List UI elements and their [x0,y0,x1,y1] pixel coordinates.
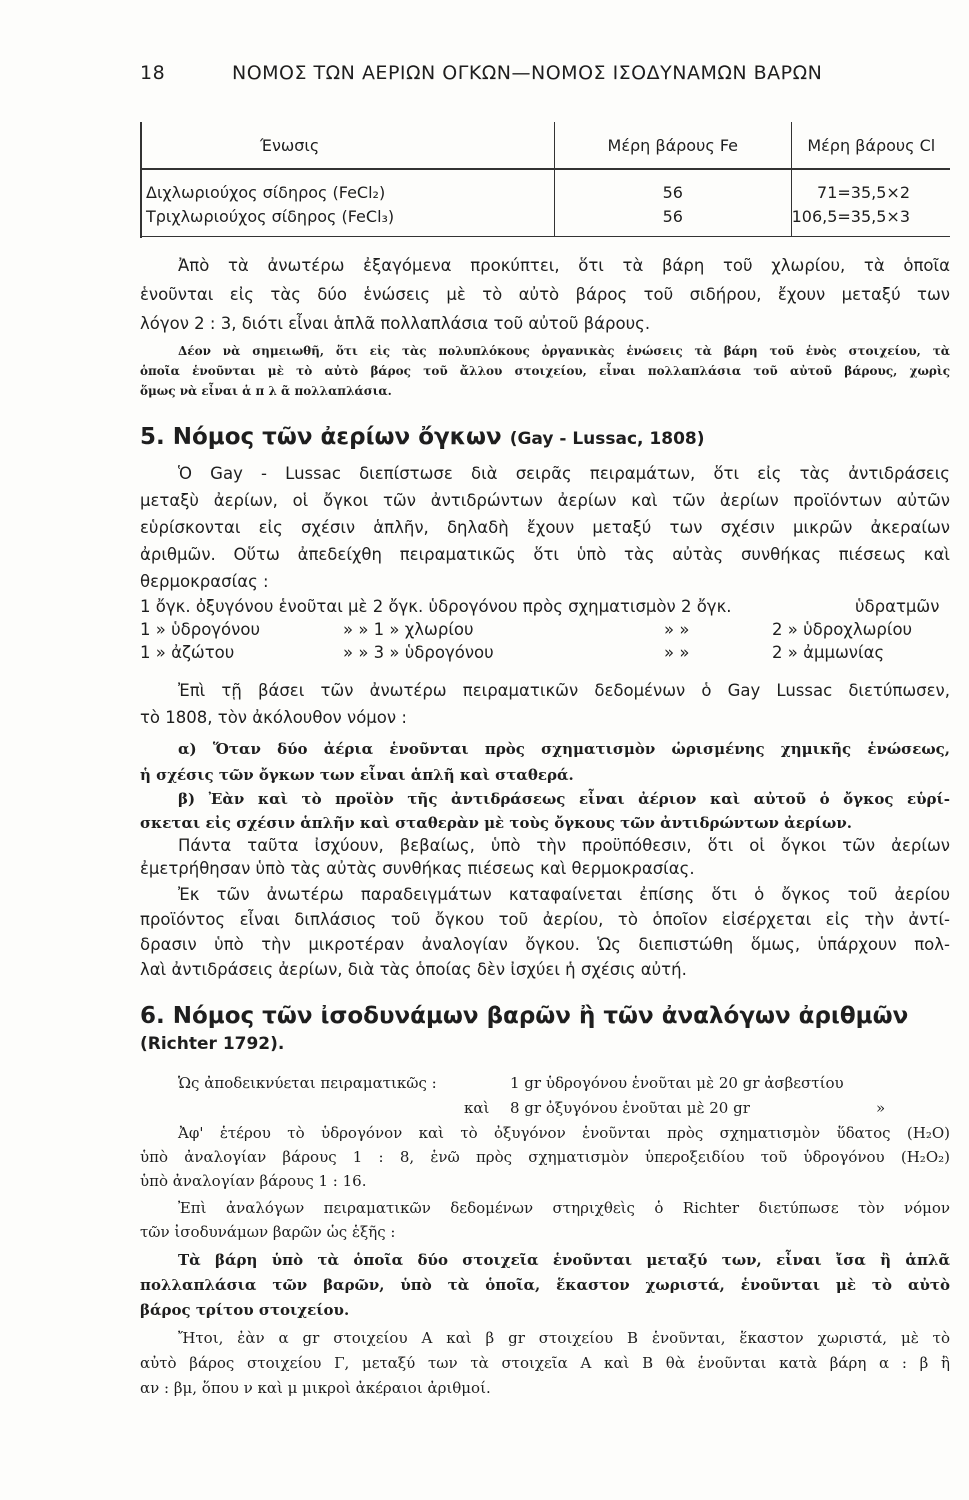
law-line: πολλαπλάσια τῶν βαρῶν, ὑπὸ τὰ ὁποῖα, ἕκαστον χωριστά, ἑνοῦνται μὲ τὸ αὐτὸ [140,1276,950,1294]
text-line: ὑπὸ ἀναλογίαν βάρους 1 : 8, ἑνῶ πρὸς σχηματισμὸν ὑπεροξειδίου τοῦ ὑδρογόνου (H₂O₂) [140,1148,950,1166]
equation-ditto: » [876,1099,886,1117]
text-line: Ἐπὶ ἀναλόγων πειραματικῶν δεδομένων στηριχθεὶς ὁ Richter διετύπωσε τὸν νόμον [178,1199,950,1217]
law-line: β) Ἐὰν καὶ τὸ προϊὸν τῆς ἀντιδράσεως εἶναι ἀέριον καὶ αὐτοῦ ὁ ὄγκος εὑρί- [178,790,950,808]
text-line: τῶν ἰσοδυνάμων βαρῶν ὡς ἑξῆς : [140,1223,396,1241]
section-attribution: (Gay - Lussac, 1808) [509,429,705,449]
text-line: τὸ 1808, τὸν ἀκόλουθον νόμον : [140,708,407,727]
text-line: λόγον 2 : 3, διότι εἶναι ἁπλᾶ πολλαπλάσια τοῦ αὐτοῦ βάρους. [140,314,651,333]
text-line: αν : βμ, ὅπου ν καὶ μ μικροὶ ἀκέραιοι ἀριθμοί. [140,1379,491,1397]
text-line: θερμοκρασίας : [140,572,269,591]
law-line: ἡ σχέσις τῶν ὄγκων των εἶναι ἁπλῆ καὶ σταθερά. [140,766,574,784]
law-line: βάρος τρίτου στοιχείου. [140,1301,350,1319]
text-line: αὐτὸ βάρος στοιχείου Γ, μεταξύ των τὰ στοιχεῖα Α καὶ Β θὰ ἑνοῦνται κατὰ βάρη α : β ἢ [140,1354,950,1372]
law-line: σκεται εἰς σχέσιν ἁπλῆν καὶ σταθερὰν μὲ τοὺς ὄγκους τῶν ἀντιδρώντων ἀερίων. [140,814,852,832]
table-cell: Τριχλωριούχος σίδηρος (FeCl₃) [140,204,554,237]
table-header-row [140,122,950,169]
text-line: μεταξὺ ἀερίων, οἱ ὄγκοι τῶν ἀντιδρώντων ἀερίων καὶ τῶν ἀερίων προϊόντων αὐτῶν [140,491,950,510]
law-line: α) Ὅταν δύο ἀέρια ἑνοῦνται πρὸς σχηματισμὸν ὡρισμένης χημικῆς ἑνώσεως, [178,740,950,758]
text-line: Ἤτοι, ἐὰν α gr στοιχείου Α καὶ β gr στοιχείου Β ἑνοῦνται, ἕκαστον χωριστά, μὲ τὸ [178,1329,950,1347]
text-line: ἀριθμῶν. Οὕτω ἀπεδείχθη πειραματικῶς ὅτι ὑπὸ τὰς αὐτὰς συνθήκας πιέσεως καὶ [140,545,950,564]
text-line: δρασιν ὑπὸ τὴν μικροτέραν ἀναλογίαν ὄγκου. Ὡς διεπιστώθη ὅμως, ὑπάρχουν πολ- [140,935,950,954]
running-title: ΝΟΜΟΣ ΤΩΝ ΑΕΡΙΩΝ ΟΓΚΩΝ—ΝΟΜΟΣ ΙΣΟΔΥΝΑΜΩΝ ΒΑΡΩΝ [232,62,823,84]
equation-conj: καὶ [464,1099,490,1117]
text-line: Ἐκ τῶν ἀνωτέρω παραδειγμάτων καταφαίνεται ἐπίσης ὅτι ὁ ὄγκος τοῦ ἀερίου [178,885,950,904]
table-cell: 56 [554,169,791,204]
page-number: 18 [140,62,166,84]
example-reactant: 1 » ὑδρογόνου [140,620,261,639]
equation-line: 8 gr ὀξυγόνου ἑνοῦται μὲ 20 gr [510,1099,750,1117]
example-reactant: » » 3 » ὑδρογόνου [343,643,494,662]
example-product: ὑδρατμῶν [855,597,940,616]
example-ditto: » » [664,620,690,639]
section-title: 5. Νόμος τῶν ἀερίων ὄγκων [140,424,502,450]
law-line: Τὰ βάρη ὑπὸ τὰ ὁποῖα δύο στοιχεῖα ἑνοῦνται μεταξύ των, εἶναι ἴσα ἢ ἁπλᾶ [178,1251,950,1269]
example-reactant: 1 » ἀζώτου [140,643,235,662]
text-line: Ὁ Gay - Lussac διεπίστωσε διὰ σειρᾶς πειραμάτων, ὅτι εἰς τὰς ἀντιδράσεις [178,464,950,483]
section-attribution: (Richter 1792). [140,1034,285,1054]
example-line: 1 ὄγκ. ὀξυγόνου ἑνοῦται μὲ 2 ὄγκ. ὑδρογόνου πρὸς σχηματισμὸν 2 ὄγκ. [140,597,732,616]
equation-line: 1 gr ὑδρογόνου ἑνοῦται μὲ 20 gr ἀσβεστίου [510,1074,844,1092]
table-cell: 71=35,5×2 [817,182,910,202]
text-line: Πάντα ταῦτα ἰσχύουν, βεβαίως, ὑπὸ τὴν προϋπόθεσιν, ὅτι οἱ ὄγκοι τῶν ἀερίων [178,836,950,855]
footnote-line: ὁποῖα ἑνοῦνται μὲ τὸ αὐτὸ βάρος τοῦ ἄλλου στοιχείου, εἶναι πολλαπλάσια τοῦ αὐτοῦ βάρους, χωρὶς [140,364,950,378]
table-header-cell: Ένωσις [140,122,554,169]
text-line: προϊόντος εἶναι διπλάσιος τοῦ ὄγκου τοῦ ἀερίου, τὸ ὁποῖον εἰσέρχεται εἰς τὴν ἀντί- [140,910,950,929]
example-reactant: » » 1 » χλωρίου [343,620,474,639]
text-line: ἐμετρήθησαν ὑπὸ τὰς αὐτὰς συνθήκας πιέσεως καὶ θερμοκρασίας. [140,859,695,878]
table-cell: Διχλωριούχος σίδηρος (FeCl₂) [140,169,554,204]
text-line: ὑπὸ ἀναλογίαν βάρους 1 : 16. [140,1172,367,1190]
footnote-line: ὅμως νὰ εἶναι ἁ π λ ᾶ πολλαπλάσια. [140,384,392,398]
text-line: Ἀπὸ τὰ ἀνωτέρω ἐξαγόμενα προκύπτει, ὅτι τὰ βάρη τοῦ χλωρίου, τὰ ὁποῖα [178,256,950,275]
table-row [140,204,950,237]
text-line: Ἐπὶ τῇ βάσει τῶν ἀνωτέρω πειραματικῶν δεδομένων ὁ Gay Lussac διετύπωσεν, [178,681,950,700]
example-ditto: » » [664,643,690,662]
text-line: εὑρίσκονται εἰς σχέσιν ἁπλῆν, δηλαδὴ ἔχουν μεταξύ των σχέσιν μικρῶν ἀκεραίων [140,518,950,537]
table-header-cell: Μέρη βάρους Fe [554,122,791,169]
section-heading [140,424,950,450]
table-cell: 106,5=35,5×3 [791,204,950,237]
example-product: 2 » ἀμμωνίας [772,643,885,662]
composition-table [140,122,950,237]
example-product: 2 » ὑδροχλωρίου [772,620,913,639]
text-line: λαὶ ἀντιδράσεις ἀερίων, διὰ τὰς ὁποίας δὲν ἰσχύει ἡ σχέσις αὐτή. [140,960,687,979]
text-line: Ἀφ' ἑτέρου τὸ ὑδρογόνον καὶ τὸ ὀξυγόνον ἑνοῦνται πρὸς σχηματισμὸν ὕδατος (H₂O) [178,1124,950,1142]
text-line: ἑνοῦνται εἰς τὰς δύο ἑνώσεις μὲ τὸ αὐτὸ βάρος τοῦ σιδήρου, ἔχουν μεταξύ των [140,285,950,304]
section-heading: 6. Νόμος τῶν ἰσοδυνάμων βαρῶν ἢ τῶν ἀναλόγων ἀριθμῶν [140,1003,909,1029]
table-header-cell: Μέρη βάρους Cl [791,122,950,169]
table-cell: 56 [554,204,791,237]
table-row [140,169,950,204]
footnote-line: Δέον νὰ σημειωθῆ, ὅτι εἰς τὰς πολυπλόκους ὀργανικὰς ἑνώσεις τὰ βάρη τοῦ ἑνὸς στοιχείου, τὰ [178,344,950,358]
equation-intro: Ὡς ἀποδεικνύεται πειραματικῶς : [178,1074,437,1092]
